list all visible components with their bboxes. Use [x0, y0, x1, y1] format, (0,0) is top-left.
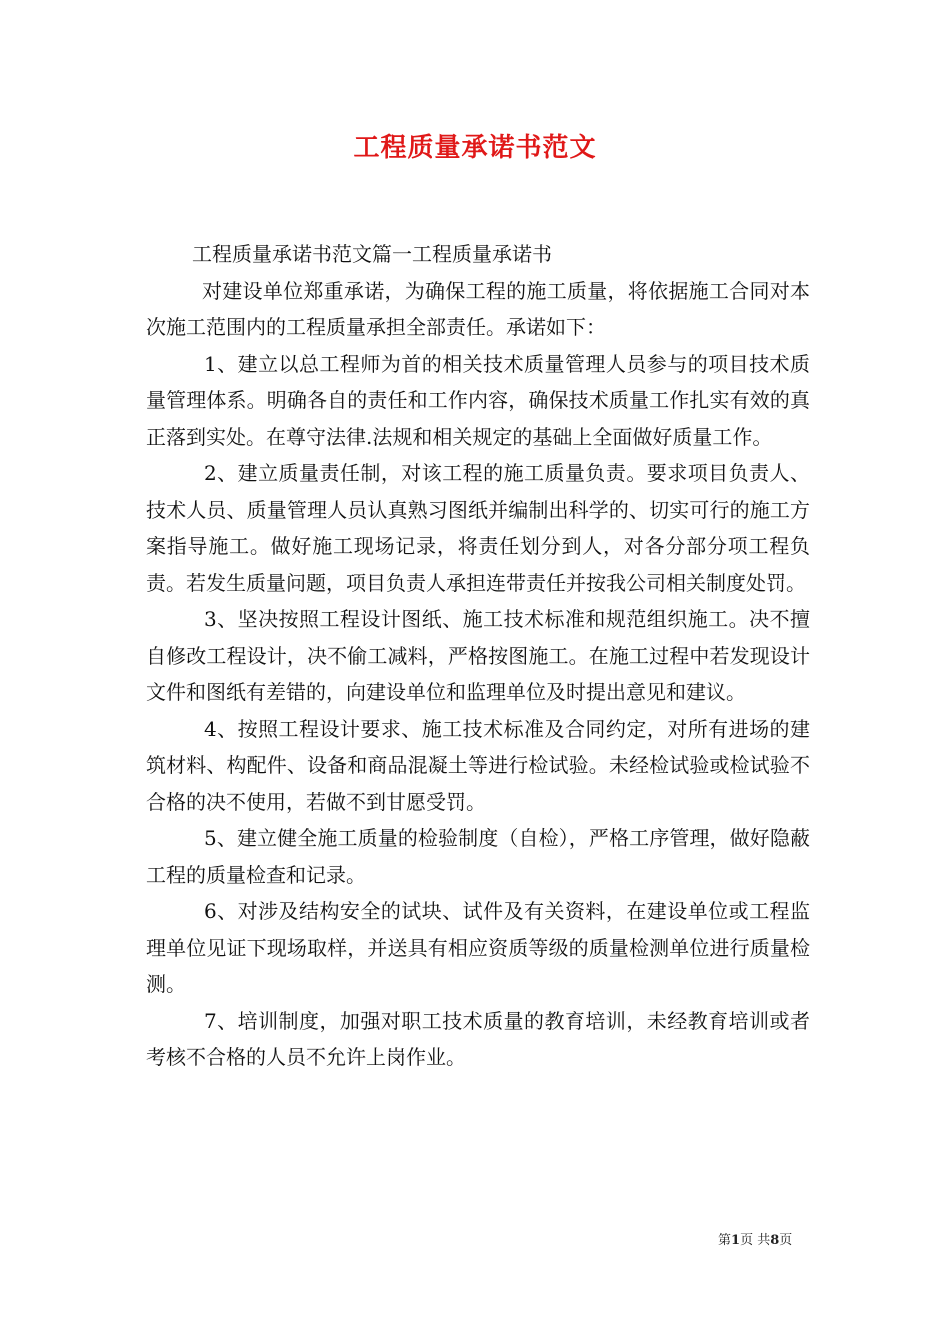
current-page-number: 1: [731, 1233, 741, 1248]
paragraph-item-7: 7、培训制度，加强对职工技术质量的教育培训，未经教育培训或者考核不合格的人员不允许上岗作业。: [146, 1008, 810, 1069]
paragraph-item-5: 5、建立健全施工质量的检验制度（自检），严格工序管理，做好隐蔽工程的质量检查和记录。: [146, 826, 810, 887]
page-prefix: 第: [718, 1233, 732, 1248]
document-subtitle: 工程质量承诺书范文篇一工程质量承诺书: [192, 242, 552, 266]
paragraph-item-4: 4、按照工程设计要求、施工技术标准及合同约定，对所有进场的建筑材料、构配件、设备和商品混凝土等进行检试验。未经检试验或检试验不合格的决不使用，若做不到甘愿受罚。: [146, 716, 810, 814]
total-pages-number: 8: [770, 1233, 780, 1248]
paragraph-item-2: 2、建立质量责任制，对该工程的施工质量负责。要求项目负责人、技术人员、质量管理人员认真熟习图纸并编制出科学的、切实可行的施工方案指导施工。做好施工现场记录，将责任划分到人，对各分部分项工程负责。若发生质量问题，项目负责人承担连带责任并按我公司相关制度处罚。: [146, 461, 810, 595]
paragraph-item-3: 3、坚决按照工程设计图纸、施工技术标准和规范组织施工。决不擅自修改工程设计，决不偷工减料，严格按图施工。在施工过程中若发现设计文件和图纸有差错的，向建设单位和监理单位及时提出意见和建议。: [146, 607, 810, 704]
page-number-footer: [718, 1232, 792, 1250]
paragraph-intro: 对建设单位郑重承诺，为确保工程的施工质量，将依据施工合同对本次施工范围内的工程质量承担全部责任。承诺如下：: [146, 278, 810, 339]
page-suffix: 页: [779, 1233, 793, 1248]
document-body: [146, 236, 810, 1076]
page-middle: 页 共: [740, 1233, 771, 1248]
document-title: 工程质量承诺书范文: [353, 133, 597, 163]
paragraph-item-1: 1、建立以总工程师为首的相关技术质量管理人员参与的项目技术质量管理体系。明确各自的责任和工作内容，确保技术质量工作扎实有效的真正落到实处。在尊守法律.法规和相关规定的基础上全面做好质量工作。: [146, 351, 810, 449]
paragraph-item-6: 6、对涉及结构安全的试块、试件及有关资料，在建设单位或工程监理单位见证下现场取样，并送具有相应资质等级的质量检测单位进行质量检测。: [146, 899, 810, 996]
